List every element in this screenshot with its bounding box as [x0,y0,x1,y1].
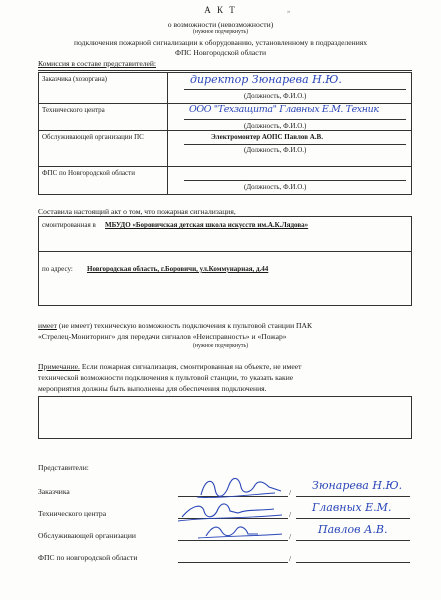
rep-slash-3: / [289,532,292,541]
statement-line1: Составила настоящий акт о том, что пожарная сигнализация, [38,207,236,216]
note-line3: мероприятия должны быть выполнены для обеспечения подключения. [38,384,267,393]
rep-slash-2: / [289,510,292,519]
rep-name-tech-center: Главных Е.М. [312,501,392,514]
commission-rule [38,70,412,71]
rep-slash-4: / [289,554,292,563]
act-subtitle: о возможности (невозможности) [167,20,274,29]
note-line1 [38,362,301,371]
capability-has: имеет [38,321,57,330]
rep-label-fps: ФПС по новгородской области [38,553,138,562]
note-label: Примечание. [38,362,80,371]
representatives-heading: Представители: [38,463,89,472]
commission-heading: Комиссия в составе представителей: [38,59,157,68]
rep-name-customer: Зюнарева Н.Ю. [312,479,403,492]
corner-mark: » [287,8,291,15]
signature-service-org [198,520,288,544]
row-label-fps: ФПС по Новгородской области [42,169,135,177]
row-label-tech-center: Технического центра [42,106,105,114]
row-caption-customer: (Должность, Ф.И.О.) [244,92,307,100]
mounted-prefix: смонтированная в [42,221,96,229]
capability-line1 [38,321,312,330]
capability-hint: (нужное подчеркнуть) [192,343,249,349]
note-text1: Если пожарная сигнализация, смонтированная на объекте, не имеет [81,362,302,371]
row-value-service-org: Электромонтер АОПС Павлов А.В. [211,133,323,141]
capability-rest: (не имеет) техническую возможность подключения к пультовой станции ПАК [58,321,313,330]
row-caption-tech-center: (Должность, Ф.И.О.) [244,122,307,130]
commission-table [38,72,412,195]
act-line2: ФПС Новгородской области [174,48,267,57]
act-title: А К Т [204,5,237,15]
note-line2: технической возможности подключения к пультовой станции, то указать какие [38,373,294,382]
handwritten-customer: директор Зюнарева Н.Ю. [190,73,342,86]
rep-name-service-org: Павлов А.В. [318,523,388,536]
object-box [38,216,412,306]
capability-line2: «Стрелец-Мониторинг» для передачи сигналов «Неисправность» и «Пожар» [38,332,287,341]
rep-label-service-org: Обслуживающей организации [38,531,136,540]
row-label-customer: Заказчика (хозоргана) [42,75,108,83]
row-label-service-org: Обслуживающей организации ПС [42,133,144,141]
row-caption-fps: (Должность, Ф.И.О.) [244,183,307,191]
row-caption-service-org: (Должность, Ф.И.О.) [244,146,307,154]
rep-slash-1: / [289,488,292,497]
address-value: Новгородская область, г.Боровичи, ул.Коммунарная, д.44 [87,265,269,273]
subtitle-hint: (нужное подчеркнуть) [192,29,249,35]
act-line1: подключения пожарной сигнализации к оборудованию, установленному в подразделениях [73,38,368,47]
mounted-value: МБУДО «Боровичская детская школа искусств им.А.К.Лядова» [105,221,309,229]
rep-label-customer: Заказчика [38,487,70,496]
address-prefix: по адресу: [42,265,73,273]
handwritten-tech-center: ООО "Техзащита" Главных Е.М. Техник [189,104,379,115]
rep-label-tech-center: Технического центра [38,509,107,518]
note-box [38,396,412,439]
